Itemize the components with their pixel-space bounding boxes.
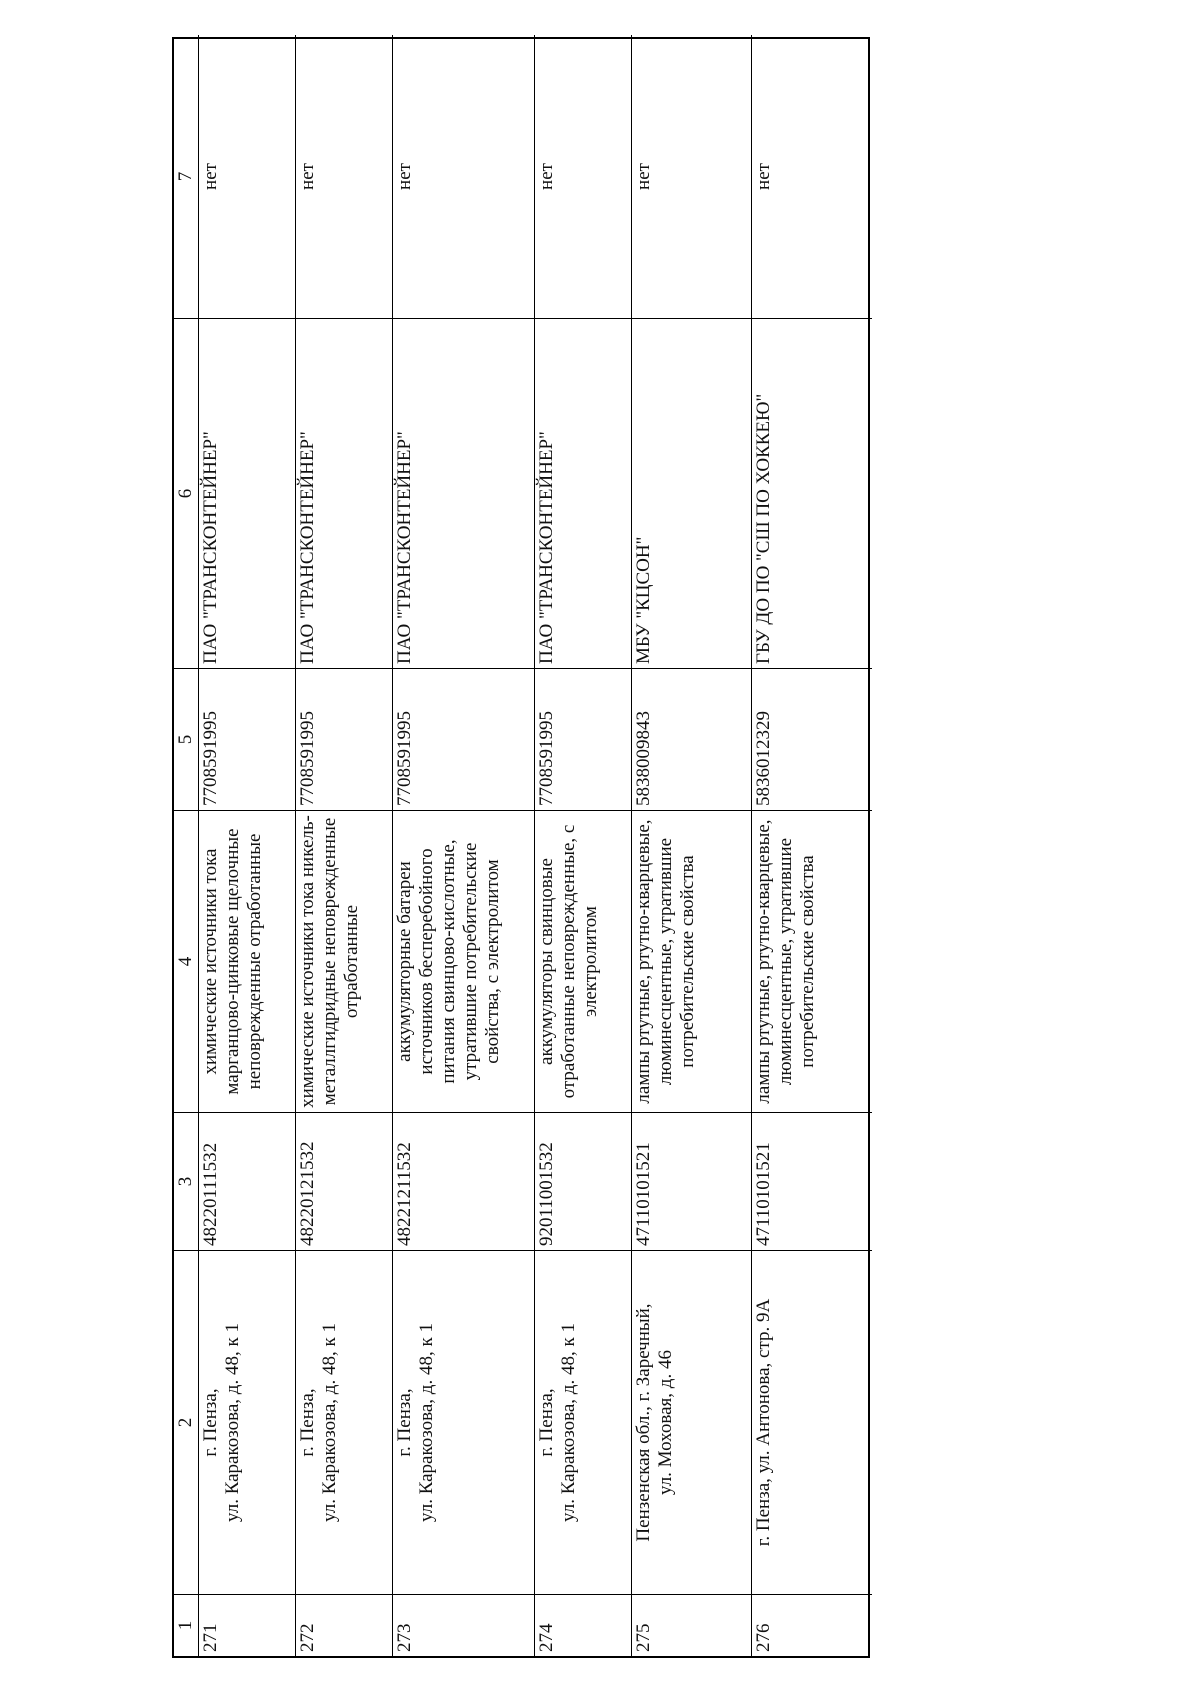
table-cell-inn: 5838009843 — [632, 668, 752, 810]
table-cell-organization: ПАО "ТРАНСКОНТЕЙНЕР" — [296, 318, 393, 668]
table-cell-inn: 7708591995 — [535, 668, 632, 810]
table-cell-address: г. Пенза, ул. Каракозова, д. 48, к 1 — [199, 1250, 296, 1594]
header-cell-6: 6 — [174, 318, 199, 668]
table-cell-flag: нет — [535, 35, 632, 318]
table-cell-row-number: 275 — [632, 1594, 752, 1656]
header-cell-4: 4 — [174, 810, 199, 1112]
table-cell-inn: 7708591995 — [296, 668, 393, 810]
header-cell-1: 1 — [174, 1594, 199, 1656]
table-cell-waste-code: 47110101521 — [632, 1112, 752, 1250]
table-cell-waste-code: 92011001532 — [535, 1112, 632, 1250]
table-cell-address: г. Пенза, ул. Каракозова, д. 48, к 1 — [296, 1250, 393, 1594]
waste-registry-table — [172, 37, 870, 1658]
table-cell-waste-description: аккумуляторы свинцовые отработанные неповрежденные, с электролитом — [535, 810, 632, 1112]
table-cell-organization: ПАО "ТРАНСКОНТЕЙНЕР" — [535, 318, 632, 668]
table-cell-waste-description: лампы ртутные, ртутно-кварцевые, люминесцентные, утратившие потребительские свойства — [632, 810, 752, 1112]
table-cell-flag: нет — [753, 163, 774, 190]
table-cell-row-number: 276 — [752, 1594, 872, 1656]
table-cell-flag: нет — [296, 35, 393, 318]
table-cell-address: г. Пенза, ул. Антонова, стр. 9А — [752, 1250, 872, 1594]
table-cell-address: г. Пенза, ул. Каракозова, д. 48, к 1 — [535, 1250, 632, 1594]
table-cell-waste-description: химические источники тока марганцово-цинковые щелочные неповрежденные отработанные — [199, 810, 296, 1112]
table-cell-address: Пензенская обл., г. Заречный, ул. Моховая, д. 46 — [632, 1250, 752, 1594]
table-cell-organization: ПАО "ТРАНСКОНТЕЙНЕР" — [393, 318, 535, 668]
table-cell-inn: 5836012329 — [752, 668, 872, 810]
table-cell-flag: нет — [199, 35, 296, 318]
table-cell-organization: ПАО "ТРАНСКОНТЕЙНЕР" — [199, 318, 296, 668]
table-cell-row-number: 272 — [296, 1594, 393, 1656]
table-cell-row-number: 273 — [393, 1594, 535, 1656]
table-cell-inn: 7708591995 — [199, 668, 296, 810]
table-cell-waste-code: 48220121532 — [296, 1112, 393, 1250]
header-cell-5: 5 — [174, 668, 199, 810]
header-cell-7: 7 — [174, 35, 199, 318]
table-cell-waste-description: лампы ртутные, ртутно-кварцевые, люминесцентные, утратившие потребительские свойства — [752, 810, 872, 1112]
table-cell-row-number: 271 — [199, 1594, 296, 1656]
table-cell-row-number: 274 — [535, 1594, 632, 1656]
table-cell-organization: ГБУ ДО ПО "СШ ПО ХОККЕЮ" — [752, 318, 872, 668]
table-cell-organization: МБУ "КЦСОН" — [632, 318, 752, 668]
table-cell-address: г. Пенза, ул. Каракозова, д. 48, к 1 — [393, 1250, 535, 1594]
table-cell-inn: 7708591995 — [393, 668, 535, 810]
table-cell-waste-code: 47110101521 — [752, 1112, 872, 1250]
table-cell-waste-description: химические источники тока никель-металлгидридные неповрежденные отработанные — [296, 810, 393, 1112]
table-cell-waste-code: 48221211532 — [393, 1112, 535, 1250]
table-cell-waste-code: 48220111532 — [199, 1112, 296, 1250]
header-cell-3: 3 — [174, 1112, 199, 1250]
table-cell-flag: нет — [393, 35, 535, 318]
table-cell-flag: нет — [632, 35, 752, 318]
table-cell-waste-description: аккумуляторные батареи источников бесперебойного питания свинцово-кислотные, утратившие потребительские свойства, с электролитом — [393, 810, 535, 1112]
header-cell-2: 2 — [174, 1250, 199, 1594]
